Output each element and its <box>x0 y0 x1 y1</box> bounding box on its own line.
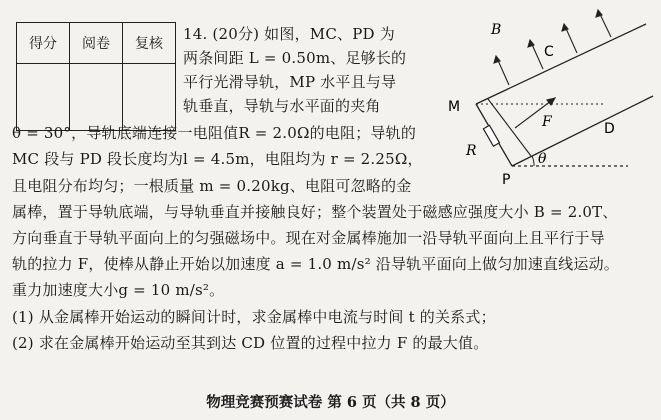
score-cell-yuejuan[interactable] <box>70 64 123 131</box>
problem-line-1: 14. (20分) 如图，MC、PD 为 <box>183 25 395 43</box>
rail-diagram <box>448 8 658 198</box>
score-table <box>16 22 176 131</box>
problem-line-2: 两条间距 L = 0.50m、足够长的 <box>183 49 407 67</box>
score-header-yuejuan: 阅卷 <box>70 23 123 64</box>
rail-pd <box>512 96 653 166</box>
score-header-defen: 得分 <box>17 23 70 64</box>
question-2: (2) 求在金属棒开始运动至其到达 CD 位置的过程中拉力 F 的最大值。 <box>12 334 489 352</box>
problem-line-8: 属棒，置于导轨底端，与导轨垂直并接触良好；整个装置处于磁感应强度大小 B = 2.0T、 <box>12 203 618 221</box>
label-m: M <box>448 99 461 115</box>
label-r: R <box>466 143 477 159</box>
problem-line-9: 方向垂直于导轨平面向上的匀强磁场中。现在对金属棒施加一沿导轨平面向上且平行于导 <box>12 229 605 247</box>
question-1: (1) 从金属棒开始运动的瞬间计时，求金属棒中电流与时间 t 的关系式； <box>12 308 496 326</box>
problem-line-6: MC 段与 PD 段长度均为l = 4.5m，电阻均为 r = 2.25Ω， <box>12 150 423 168</box>
resistor-symbol <box>483 125 499 146</box>
problem-line-10: 轨的拉力 F，使棒从静止开始以加速度 a = 1.0 m/s² 沿导轨平面向上做匀加速直线运动。 <box>12 255 619 273</box>
label-b: B <box>491 22 502 38</box>
rail-mc <box>476 24 646 104</box>
score-cell-defen[interactable] <box>17 64 70 131</box>
page-footer: 物理竞赛预赛试卷 第 6 页（共 8 页） <box>206 394 455 411</box>
label-theta: θ <box>538 151 547 167</box>
problem-line-3: 平行光滑导轨，MP 水平且与导 <box>183 73 397 91</box>
force-arrow-head <box>547 98 555 105</box>
problem-line-5: θ = 30°，导轨底端连接一电阻值R = 2.0Ω的电阻；导轨的 <box>12 124 417 142</box>
problem-line-11: 重力加速度大小g = 10 m/s²。 <box>12 281 225 299</box>
problem-line-4: 轨垂直，导轨与水平面的夹角 <box>183 97 381 115</box>
label-c: C <box>544 44 554 60</box>
score-header-fuhe: 复核 <box>123 23 176 64</box>
theta-arc <box>532 156 534 166</box>
metal-rod <box>488 99 531 156</box>
label-d: D <box>604 121 615 137</box>
label-f: F <box>542 114 552 130</box>
label-p: P <box>502 172 511 188</box>
problem-line-7: 且电阻分布均匀；一根质量 m = 0.20kg、电阻可忽略的金 <box>12 177 412 195</box>
score-cell-fuhe[interactable] <box>123 64 176 131</box>
